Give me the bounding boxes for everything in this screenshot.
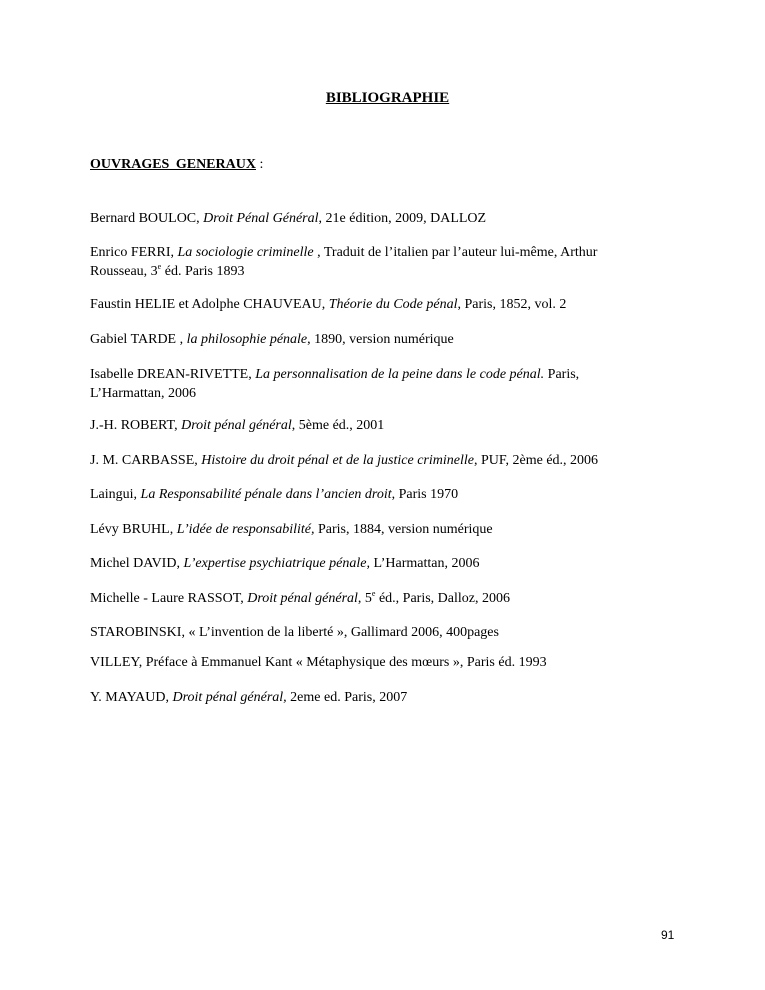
- bibliography-entry-tarde: [90, 330, 650, 349]
- entry-details-continued: éd. Paris 1893: [161, 264, 245, 279]
- entry-author: Michelle - Laure RASSOT,: [90, 591, 248, 606]
- bibliography-entry-villey: [90, 653, 650, 672]
- entry-superscript: e: [371, 589, 376, 598]
- page-title: BIBLIOGRAPHIE: [325, 90, 450, 106]
- entry-title: La personnalisation de la peine dans le code pénal.: [255, 367, 545, 382]
- entry-details: , 5: [357, 591, 372, 606]
- entry-author: Y. MAYAUD,: [90, 690, 173, 705]
- bibliography-entry-bouloc: [90, 209, 650, 228]
- section-heading-label: OUVRAGES GENERAUX: [90, 157, 256, 172]
- entry-title: La Responsabilité pénale dans l’ancien droit: [140, 487, 392, 502]
- entry-title: Droit pénal général: [181, 418, 292, 433]
- entry-title: Théorie du Code pénal: [328, 297, 458, 312]
- entry-author: Isabelle DREAN-RIVETTE,: [90, 367, 256, 382]
- entry-details: , 21e édition, 2009, DALLOZ: [318, 211, 487, 226]
- bibliography-entry-bruhl: [90, 520, 650, 539]
- entry-author: Lévy BRUHL,: [90, 522, 177, 537]
- entry-author: Faustin HELIE et Adolphe CHAUVEAU,: [90, 297, 329, 312]
- entry-title: Droit pénal général,: [172, 690, 287, 705]
- entry-author: Gabiel TARDE ,: [90, 332, 187, 347]
- entry-details: 2eme ed. Paris, 2007: [286, 690, 408, 705]
- bibliography-entry-robert: [90, 416, 650, 435]
- entry-title: L’idée de responsabilité,: [176, 522, 315, 537]
- entry-details: Paris, 1884, version numérique: [314, 522, 493, 537]
- entry-author: Laingui,: [90, 487, 141, 502]
- entry-author: J. M. CARBASSE,: [90, 453, 202, 468]
- entry-details: , PUF, 2ème éd., 2006: [473, 453, 599, 468]
- entry-details: , 1890, version numérique: [307, 332, 454, 347]
- entry-text: VILLEY, Préface à Emmanuel Kant « Métaphysique des mœurs », Paris éd. 1993: [90, 655, 547, 670]
- entry-title: Histoire du droit pénal et de la justice criminelle: [201, 453, 474, 468]
- entry-author: Bernard BOULOC,: [90, 211, 204, 226]
- entry-author: Enrico FERRI,: [90, 245, 178, 260]
- entry-details: , Paris, 1852, vol. 2: [457, 297, 567, 312]
- bibliography-entry-laingui: [90, 485, 650, 504]
- bibliography-entry-drean-rivette: [90, 365, 650, 403]
- bibliography-entry-carbasse: [90, 451, 650, 470]
- entry-title: Droit pénal général: [247, 591, 358, 606]
- bibliography-entry-helie: [90, 295, 650, 314]
- page-number: 91: [661, 928, 675, 942]
- entry-details: , Paris 1970: [391, 487, 459, 502]
- entry-author: Michel DAVID,: [90, 556, 184, 571]
- section-heading: [90, 157, 263, 173]
- entry-author: J.-H. ROBERT,: [90, 418, 182, 433]
- entry-text: STAROBINSKI, « L’invention de la liberté », Gallimard 2006, 400pages: [90, 625, 499, 640]
- bibliography-entry-ferri: [90, 243, 650, 281]
- entry-details: L’Harmattan, 2006: [369, 556, 480, 571]
- bibliography-entry-rassot: [90, 589, 650, 608]
- entry-details: , Traduit de l’italien par l’auteur lui-même, Arthur Rousseau, 3: [90, 245, 598, 279]
- entry-title: L’expertise psychiatrique pénale,: [183, 556, 370, 571]
- bibliography-entry-starobinski: [90, 623, 650, 642]
- entry-details-continued: éd., Paris, Dalloz, 2006: [375, 591, 510, 606]
- entry-title: la philosophie pénale: [186, 332, 308, 347]
- bibliography-entry-david: [90, 554, 650, 573]
- entry-details: Paris, L’Harmattan, 2006: [90, 367, 580, 401]
- entry-title: La sociologie criminelle: [177, 245, 314, 260]
- entry-title: Droit Pénal Général: [203, 211, 319, 226]
- entry-superscript: e: [157, 262, 162, 271]
- entry-details: , 5ème éd., 2001: [291, 418, 385, 433]
- bibliography-entry-mayaud: [90, 688, 650, 707]
- section-heading-separator: :: [255, 157, 264, 172]
